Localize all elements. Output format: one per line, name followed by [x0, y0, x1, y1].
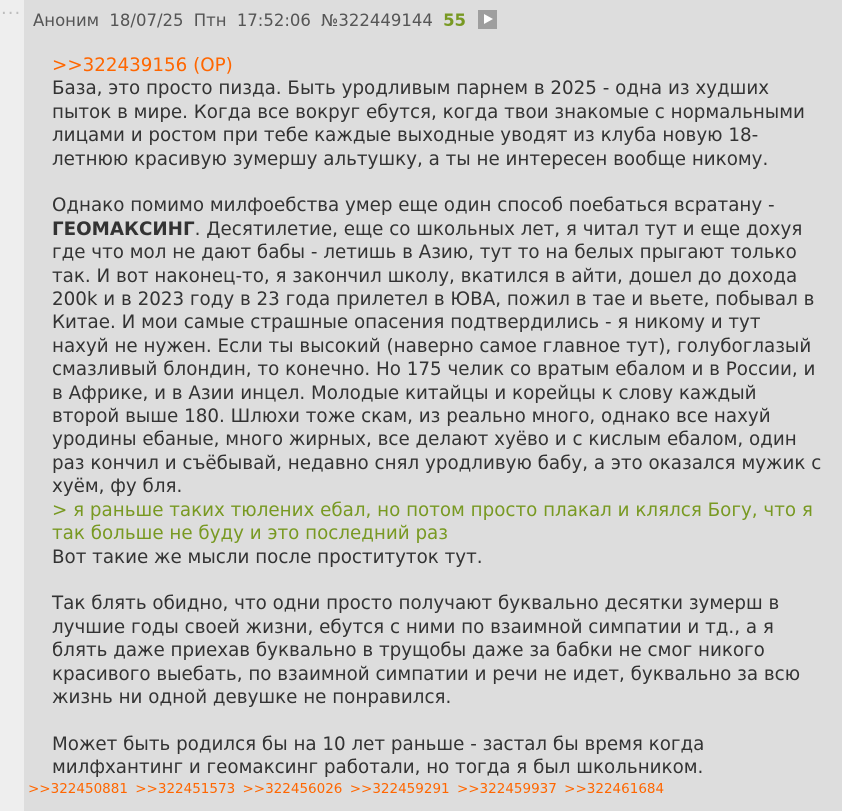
op-reply-link[interactable]: >>322439156 (OP): [52, 55, 233, 76]
post-header: [33, 10, 502, 32]
post-number[interactable]: №322449144: [321, 11, 433, 30]
post-date: 18/07/25: [109, 11, 184, 30]
post-body: [52, 54, 822, 780]
play-icon[interactable]: [478, 10, 497, 29]
reply-link[interactable]: >>322459291: [349, 781, 450, 797]
reply-link[interactable]: >>322456026: [242, 781, 343, 797]
paragraph-2-rest: . Десятилетие, еще со школьных лет, я читал тут и еще дохуя где что мол не дают бабы - летишь в Азию, тут то на белых прыгают только так. И вот наконец-то, я закончил школу, вкатился в айти, дошел до дохода 200k и в 2023 году в 23 года прилетел в ЮВА, пожил в тае и вьете, побывал в Китае. И мои самые страшные опасения подтвердились - я никому и тут нахуй не нужен. Если ты высокий (наверно самое главное тут), голубоглазый смазливый блондин, то конечно. Но 175 челик со вратым ебалом и в России, и в Африке, и в Азии инцел. Молодые китайцы и корейцы к слову каждый второй выше 180. Шлюхи тоже скам, из реально много, однако все нахуй уродины ебаные, много жирных, все делают хуёво и с кислым ебалом, один раз кончил и съёбывай, недавно снял уродливую бабу, а это оказался мужик с хуём, фу бля.: [52, 218, 822, 498]
post-time: 17:52:06: [236, 11, 311, 30]
more-dots-icon[interactable]: ···: [1, 3, 22, 24]
post-author: Аноним: [33, 11, 100, 30]
paragraph-2-start: Однако помимо милфоебства умер еще один способ поебаться всратану -: [52, 195, 775, 217]
reply-link[interactable]: >>322451573: [135, 781, 236, 797]
greentext-quote: > я раньше таких тюлених ебал, но потом просто плакал и клялся Богу, что я так больше не буду и это последний раз: [52, 499, 813, 545]
post: [24, 0, 842, 811]
reply-link[interactable]: >>322459937: [456, 781, 557, 797]
geomaxing-bold: ГЕОМАКСИНГ: [52, 218, 195, 240]
post-weekday: Птн: [193, 11, 227, 30]
paragraph-1: База, это просто пизда. Быть уродливым парнем в 2025 - одна из худших пыток в мире. Когда все вокруг ебутся, когда твои знакомые с нормальными лицами и ростом при тебе каждые выходные уводят из клуба новую 18-летнюю красивую зумершу альтушку, а ты не интересен вообще никому.: [52, 78, 805, 170]
reply-link[interactable]: >>322461684: [564, 781, 665, 797]
paragraph-3: Вот такие же мысли после проституток тут.: [52, 546, 483, 568]
replies-list: [28, 779, 667, 799]
paragraph-5: Может быть родился бы на 10 лет раньше - застал бы время когда милфхантинг и геомаксинг работали, но тогда я был школьником.: [52, 733, 705, 779]
reply-link[interactable]: >>322450881: [28, 781, 128, 797]
paragraph-2: [52, 194, 822, 498]
reply-count[interactable]: 55: [443, 11, 467, 30]
paragraph-4: Так блять обидно, что одни просто получают буквально десятки зумерш в лучшие годы своей жизни, ебутся с ними по взаимной симпатии и тд., а я блять даже приехав буквально в трущобы даже за бабки не смог никого красивого выебать, по взаимной симпатии и речи не идет, буквально за всю жизнь ни одной девушке не понравился.: [52, 593, 801, 708]
